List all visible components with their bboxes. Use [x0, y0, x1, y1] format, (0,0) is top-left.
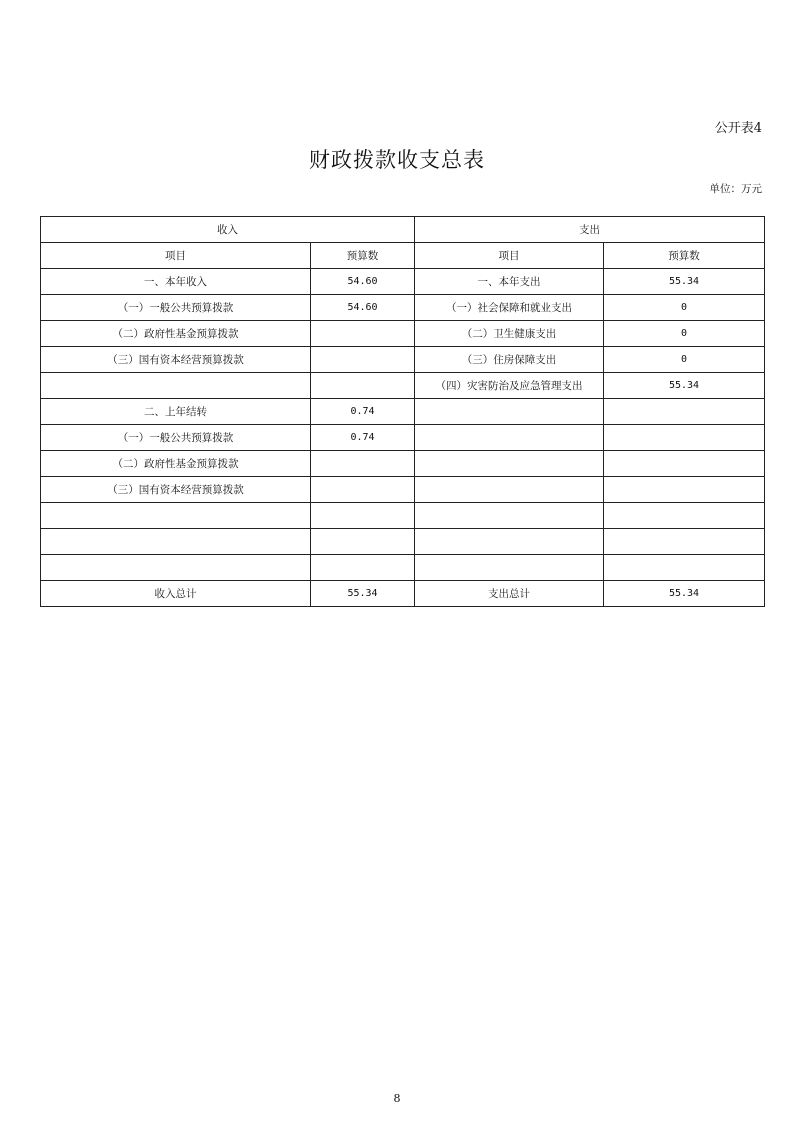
section-header-row — [41, 217, 765, 243]
expense-item-cell: （一）社会保障和就业支出 — [415, 295, 604, 321]
income-item-cell: 一、本年收入 — [41, 269, 311, 295]
table-row — [41, 529, 765, 555]
income-item-cell — [41, 373, 311, 399]
income-item-cell: （三）国有资本经营预算拨款 — [41, 347, 311, 373]
expense-value-cell: 0 — [604, 295, 765, 321]
table-body — [41, 217, 765, 607]
expense-budget-header: 预算数 — [604, 243, 765, 269]
expense-total-label: 支出总计 — [415, 581, 604, 607]
expense-value-cell — [604, 503, 765, 529]
expense-item-cell: （二）卫生健康支出 — [415, 321, 604, 347]
expense-item-cell: （三）住房保障支出 — [415, 347, 604, 373]
expense-item-cell — [415, 451, 604, 477]
unit-label: 单位：万元 — [709, 183, 762, 195]
page-title: 财政拨款收支总表 — [309, 148, 485, 172]
table-row — [41, 555, 765, 581]
expense-value-cell — [604, 425, 765, 451]
expense-value-cell: 55.34 — [604, 373, 765, 399]
income-item-cell — [41, 503, 311, 529]
page-number: 8 — [393, 1092, 401, 1105]
expense-value-cell — [604, 451, 765, 477]
income-item-cell: （二）政府性基金预算拨款 — [41, 321, 311, 347]
expense-item-cell — [415, 555, 604, 581]
expense-item-cell — [415, 529, 604, 555]
income-total-value: 55.34 — [311, 581, 415, 607]
expense-value-cell — [604, 477, 765, 503]
expense-item-header: 项目 — [415, 243, 604, 269]
income-header: 收入 — [41, 217, 415, 243]
total-row — [41, 581, 765, 607]
income-value-cell — [311, 477, 415, 503]
income-value-cell — [311, 451, 415, 477]
expense-item-cell — [415, 477, 604, 503]
income-item-cell: 二、上年结转 — [41, 399, 311, 425]
expense-total-value: 55.34 — [604, 581, 765, 607]
income-value-cell — [311, 503, 415, 529]
income-value-cell: 0.74 — [311, 399, 415, 425]
income-item-cell: （一）一般公共预算拨款 — [41, 295, 311, 321]
income-value-cell — [311, 321, 415, 347]
table-row — [41, 399, 765, 425]
income-value-cell: 54.60 — [311, 269, 415, 295]
income-item-cell: （一）一般公共预算拨款 — [41, 425, 311, 451]
income-item-cell: （三）国有资本经营预算拨款 — [41, 477, 311, 503]
table-row — [41, 321, 765, 347]
table-row — [41, 269, 765, 295]
table-row — [41, 503, 765, 529]
expense-value-cell: 0 — [604, 347, 765, 373]
income-value-cell — [311, 373, 415, 399]
expense-value-cell — [604, 555, 765, 581]
income-item-cell — [41, 555, 311, 581]
expense-header: 支出 — [415, 217, 765, 243]
income-value-cell — [311, 529, 415, 555]
expense-item-cell: 一、本年支出 — [415, 269, 604, 295]
income-total-label: 收入总计 — [41, 581, 311, 607]
table-row — [41, 347, 765, 373]
budget-summary-table — [40, 216, 765, 607]
income-item-header: 项目 — [41, 243, 311, 269]
table-row — [41, 373, 765, 399]
table-row — [41, 425, 765, 451]
income-value-cell — [311, 555, 415, 581]
expense-item-cell — [415, 425, 604, 451]
income-value-cell: 54.60 — [311, 295, 415, 321]
expense-value-cell: 0 — [604, 321, 765, 347]
income-value-cell — [311, 347, 415, 373]
table-row — [41, 451, 765, 477]
expense-item-cell — [415, 503, 604, 529]
income-value-cell: 0.74 — [311, 425, 415, 451]
income-item-cell: （二）政府性基金预算拨款 — [41, 451, 311, 477]
table-code: 公开表4 — [714, 121, 762, 136]
expense-value-cell — [604, 399, 765, 425]
column-header-row — [41, 243, 765, 269]
expense-item-cell — [415, 399, 604, 425]
expense-item-cell: （四）灾害防治及应急管理支出 — [415, 373, 604, 399]
income-item-cell — [41, 529, 311, 555]
table-row — [41, 477, 765, 503]
income-budget-header: 预算数 — [311, 243, 415, 269]
expense-value-cell — [604, 529, 765, 555]
expense-value-cell: 55.34 — [604, 269, 765, 295]
table-row — [41, 295, 765, 321]
